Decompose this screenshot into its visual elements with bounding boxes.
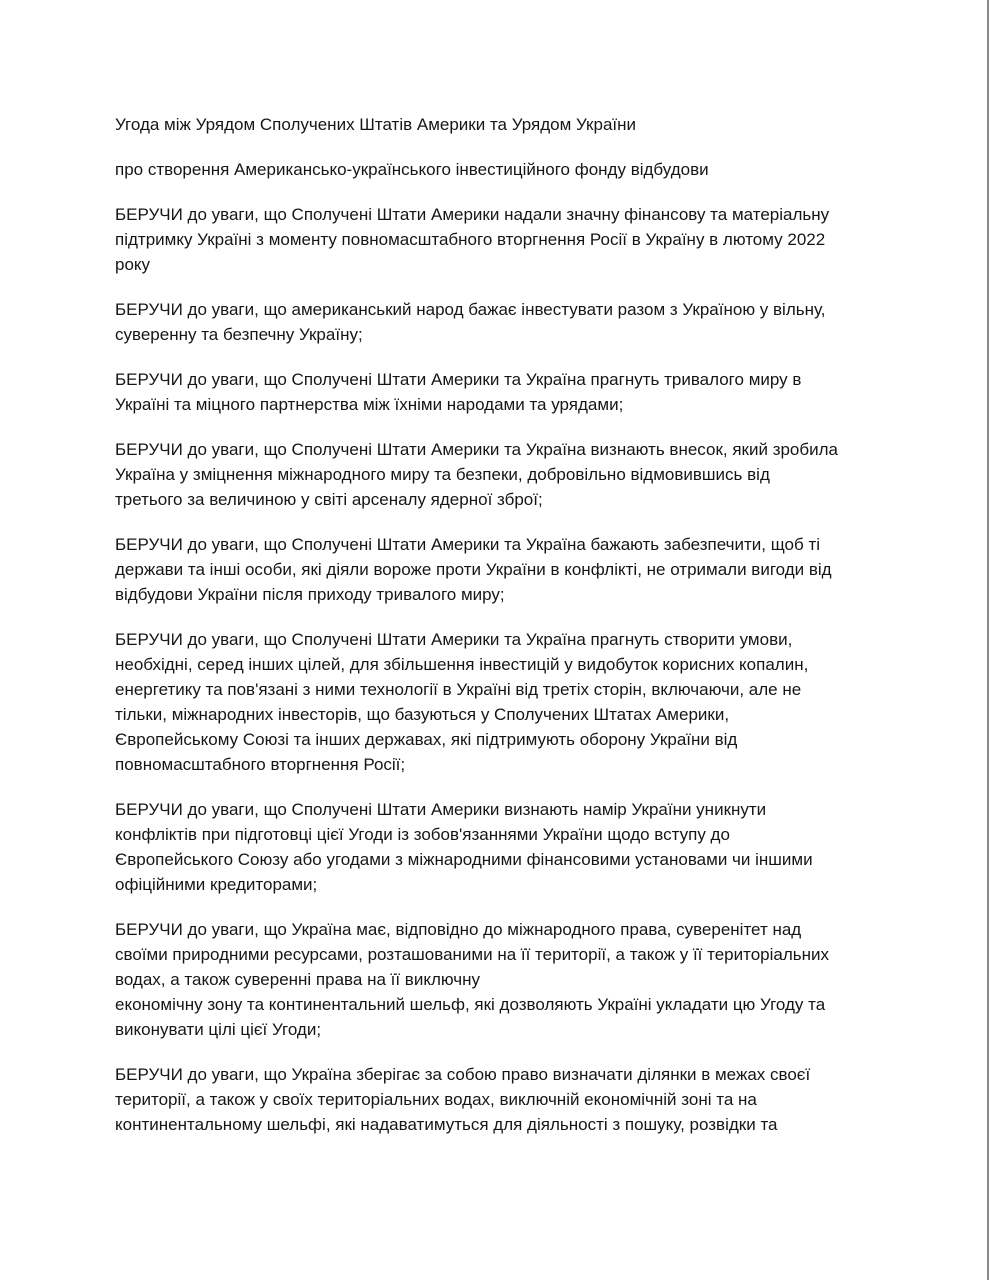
text-line: Європейського Союзу або угодами з міжнародними фінансовими установами чи іншими <box>115 850 813 869</box>
text-line: енергетику та пов'язані з ними технології в Україні від третіх сторін, включаючи, але не <box>115 680 802 699</box>
recital-license-areas <box>115 1062 895 1137</box>
text-line: БЕРУЧИ до уваги, що Україна має, відповідно до міжнародного права, суверенітет над <box>115 920 802 939</box>
text-line: БЕРУЧИ до уваги, що Сполучені Штати Америки та Україна прагнуть створити умови, <box>115 630 793 649</box>
recital-nuclear-arsenal <box>115 437 895 512</box>
text-line: відбудови України після приходу тривалого миру; <box>115 585 505 604</box>
doc-subtitle <box>115 157 895 182</box>
text-line: тільки, міжнародних інвесторів, що базуються у Сполучених Штатах Америки, <box>115 705 730 724</box>
text-line: території, а також у своїх територіальних водах, виключній економічній зоні та на <box>115 1090 757 1109</box>
page-edge-line <box>987 0 989 1280</box>
recital-eu-obligations <box>115 797 895 897</box>
text-line: континентальному шельфі, які надаватимуться для діяльності з пошуку, розвідки та <box>115 1115 778 1134</box>
text-line: підтримку Україні з моменту повномасштабного вторгнення Росії в Україну в лютому 2022 <box>115 230 826 249</box>
recital-lasting-peace <box>115 367 895 417</box>
recital-sovereignty <box>115 917 895 1042</box>
text-line: повномасштабного вторгнення Росії; <box>115 755 406 774</box>
text-line: суверенну та безпечну Україну; <box>115 325 363 344</box>
text-line: необхідні, серед інших цілей, для збільшення інвестицій у видобуток корисних копалин, <box>115 655 809 674</box>
text-line: офіційними кредиторами; <box>115 875 318 894</box>
text-line: виконувати цілі цієї Угоди; <box>115 1020 322 1039</box>
text-line: водах, а також суверенні права на її виключну <box>115 970 481 989</box>
paragraphs <box>115 112 895 1137</box>
text-line: Україна у зміцнення міжнародного миру та безпеки, добровільно відмовившись від <box>115 465 770 484</box>
text-line: року <box>115 255 151 274</box>
text-line: БЕРУЧИ до уваги, що Сполучені Штати Америки та Україна прагнуть тривалого миру в <box>115 370 802 389</box>
doc-title <box>115 112 895 137</box>
recital-financial-support <box>115 202 895 277</box>
text-line: БЕРУЧИ до уваги, що американський народ бажає інвестувати разом з Україною у вільну, <box>115 300 826 319</box>
text-line: держави та інші особи, які діяли вороже проти України в конфлікті, не отримали вигоди від <box>115 560 832 579</box>
text-line: Україні та міцного партнерства між їхніми народами та урядами; <box>115 395 624 414</box>
text-line: Європейському Союзі та інших державах, які підтримують оборону України від <box>115 730 738 749</box>
text-line: третього за величиною у світі арсеналу ядерної зброї; <box>115 490 543 509</box>
recital-hostile-states <box>115 532 895 607</box>
text-line: БЕРУЧИ до уваги, що Сполучені Штати Америки визнають намір України уникнути <box>115 800 767 819</box>
recital-investment-conditions <box>115 627 895 777</box>
text-line: БЕРУЧИ до уваги, що Сполучені Штати Америки надали значну фінансову та матеріальну <box>115 205 830 224</box>
text-line: про створення Американсько-українського інвестиційного фонду відбудови <box>115 160 709 179</box>
text-line: конфліктів при підготовці цієї Угоди із зобов'язаннями України щодо вступу до <box>115 825 730 844</box>
text-line: своїми природними ресурсами, розташованими на її території, а також у її територіальних <box>115 945 830 964</box>
recital-american-people <box>115 297 895 347</box>
text-line: БЕРУЧИ до уваги, що Україна зберігає за собою право визначати ділянки в межах своєї <box>115 1065 811 1084</box>
text-line: Угода між Урядом Сполучених Штатів Америки та Урядом України <box>115 115 637 134</box>
text-line: економічну зону та континентальний шельф, які дозволяють Україні укладати цю Угоду та <box>115 995 826 1014</box>
text-line: БЕРУЧИ до уваги, що Сполучені Штати Америки та Україна визнають внесок, який зробила <box>115 440 838 459</box>
text-line: БЕРУЧИ до уваги, що Сполучені Штати Америки та Україна бажають забезпечити, щоб ті <box>115 535 821 554</box>
